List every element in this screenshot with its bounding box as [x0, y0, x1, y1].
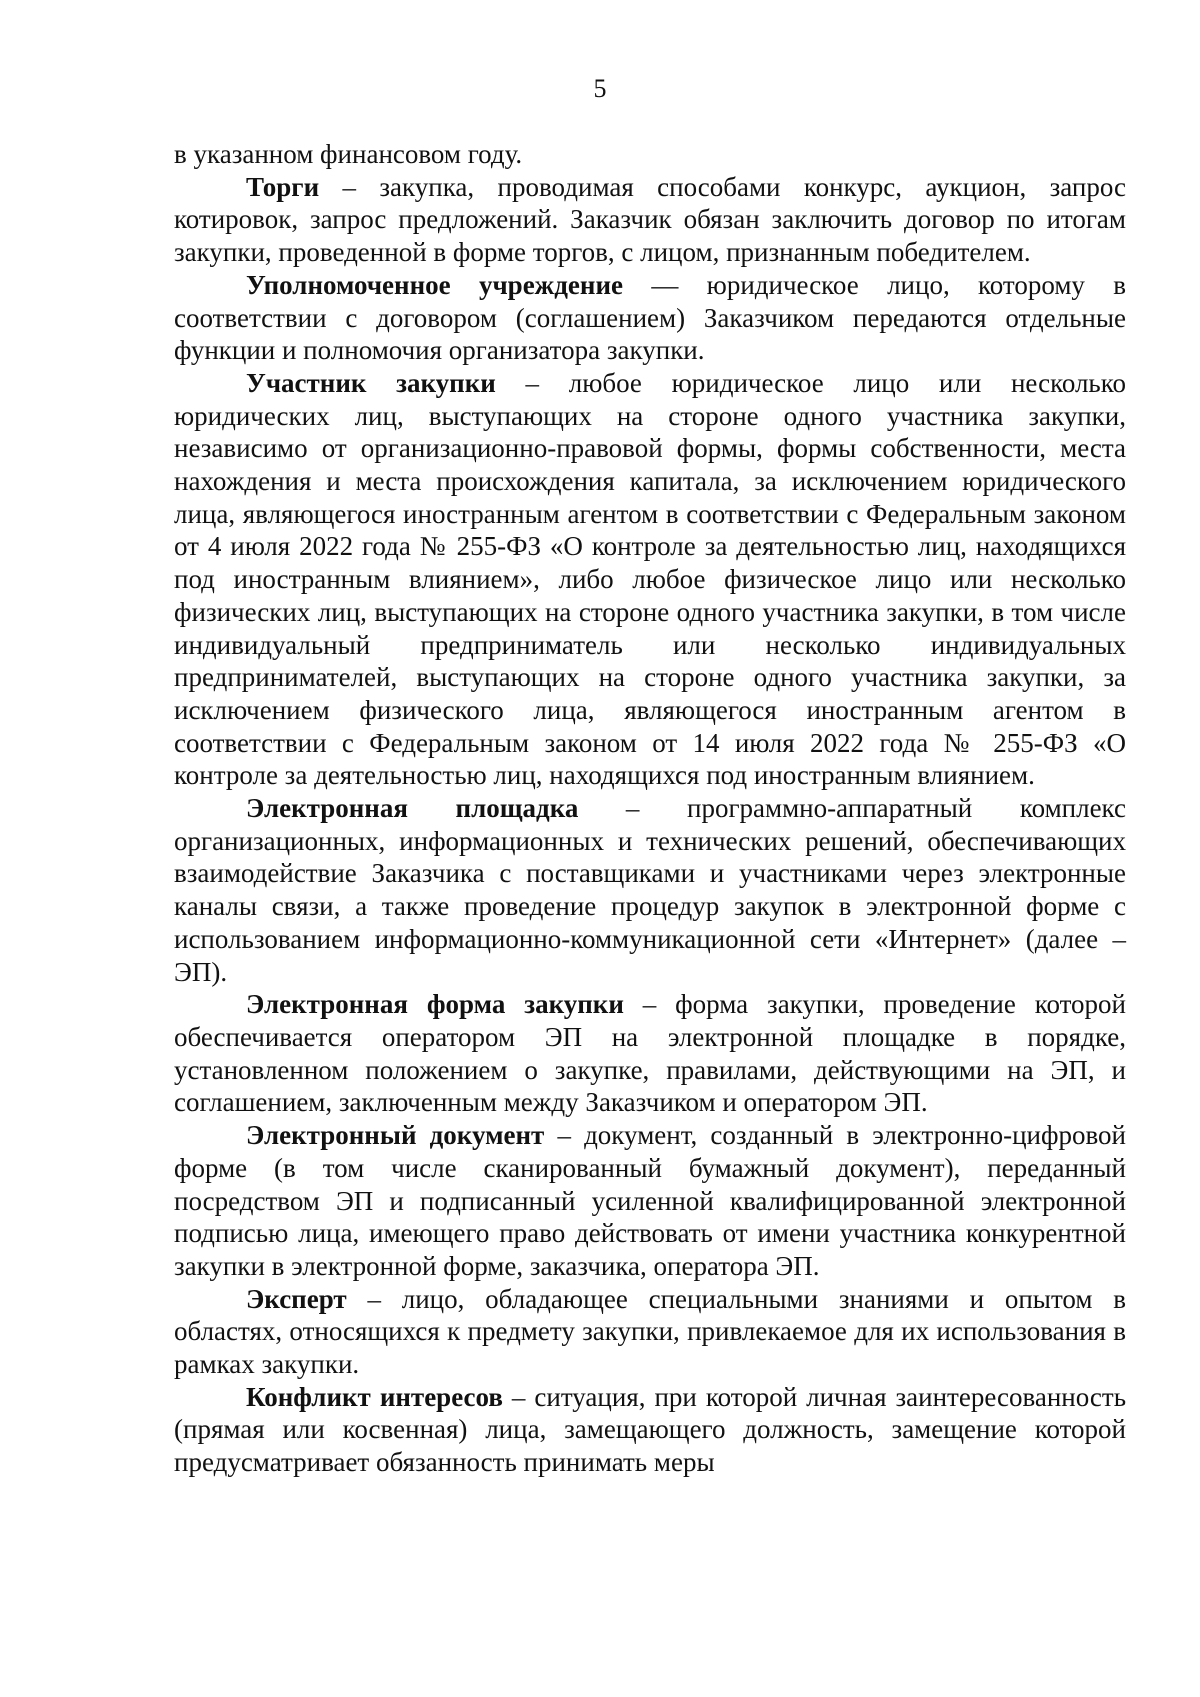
paragraph-text: – любое юридическое лицо или несколько юридических лиц, выступающих на стороне одного участника закупки, независимо от организационно-правовой формы, формы собственности, места нахождения и места происхождения капитала, за исключением юридического лица, являющегося иностранным агентом в соответствии с Федеральным законом от 4 июля 2022 года № 255-ФЗ «О контроле за деятельностью лиц, находящихся под иностранным влиянием», либо любое физическое лицо или несколько физических лиц, выступающих на стороне одного участника закупки, в том числе индивидуальный предприниматель или несколько индивидуальных предпринимателей, выступающих на стороне одного участника закупки, за исключением физического лица, являющегося иностранным агентом в соответствии с Федеральным законом от 14 июля 2022 года № 255-ФЗ «О контроле за деятельностью лиц, находящихся под иностранным влиянием. [174, 367, 1126, 791]
paragraph-electronic-procurement-form [174, 988, 1126, 1119]
paragraph-term: Торги [246, 171, 320, 202]
paragraph-term: Конфликт интересов [246, 1381, 503, 1412]
paragraph-text: – лицо, обладающее специальными знаниями и опытом в областях, относящихся к предмету закупки, привлекаемое для их использования в рамках закупки. [174, 1283, 1126, 1380]
paragraph-term: Уполномоченное учреждение [246, 269, 624, 300]
paragraph-continuation [174, 138, 1126, 171]
paragraph-text: – закупка, проводимая способами конкурс, аукцион, запрос котировок, запрос предложений. Заказчик обязан заключить договор по итогам закупки, проведенной в форме торгов, с лицом, признанным победителем. [174, 171, 1126, 268]
paragraph-text: – программно-аппаратный комплекс организационных, информационных и технических решений, обеспечивающих взаимодействие Заказчика с поставщиками и участниками через электронные каналы связи, а также проведение процедур закупок в электронной форме с использованием информационно-коммуникационной сети «Интернет» (далее – ЭП). [174, 793, 1126, 987]
paragraph-text: – ситуация, при которой личная заинтересованность (прямая или косвенная) лица, замещающего должность, замещение которой предусматривает обязанность принимать меры [174, 1381, 1127, 1478]
paragraph-expert [174, 1283, 1126, 1381]
paragraph-conflict-of-interest [174, 1381, 1126, 1479]
paragraph-electronic-platform [174, 792, 1126, 988]
paragraph-text: — юридическое лицо, которому в соответствии с договором (соглашением) Заказчиком передаются отдельные функции и полномочия организатора закупки. [174, 269, 1126, 366]
paragraph-term: Электронная площадка [246, 793, 579, 824]
paragraph-term: Эксперт [246, 1283, 347, 1314]
paragraph-text: – форма закупки, проведение которой обеспечивается оператором ЭП на электронной площадке в порядке, установленном положением о закупке, правилами, действующими на ЭП, и соглашением, заключенным между Заказчиком и оператором ЭП. [174, 989, 1126, 1118]
page-number: 5 [593, 74, 607, 103]
paragraph-term: Участник закупки [246, 367, 496, 398]
paragraph-authorized-institution [174, 269, 1126, 367]
paragraph-term: Электронная форма закупки [246, 989, 624, 1020]
paragraph-procurement-participant [174, 367, 1126, 792]
paragraph-torgi [174, 171, 1126, 269]
paragraph-term: Электронный документ [246, 1120, 545, 1151]
document-body [174, 138, 1126, 1479]
paragraph-text: – документ, созданный в электронно-цифровой форме (в том числе сканированный бумажный документ), переданный посредством ЭП и подписанный усиленной квалифицированной электронной подписью лица, имеющего право действовать от имени участника конкурентной закупки в электронной форме, заказчика, оператора ЭП. [174, 1120, 1126, 1281]
paragraph-electronic-document [174, 1119, 1126, 1283]
paragraph-text: в указанном финансовом году. [174, 139, 523, 169]
